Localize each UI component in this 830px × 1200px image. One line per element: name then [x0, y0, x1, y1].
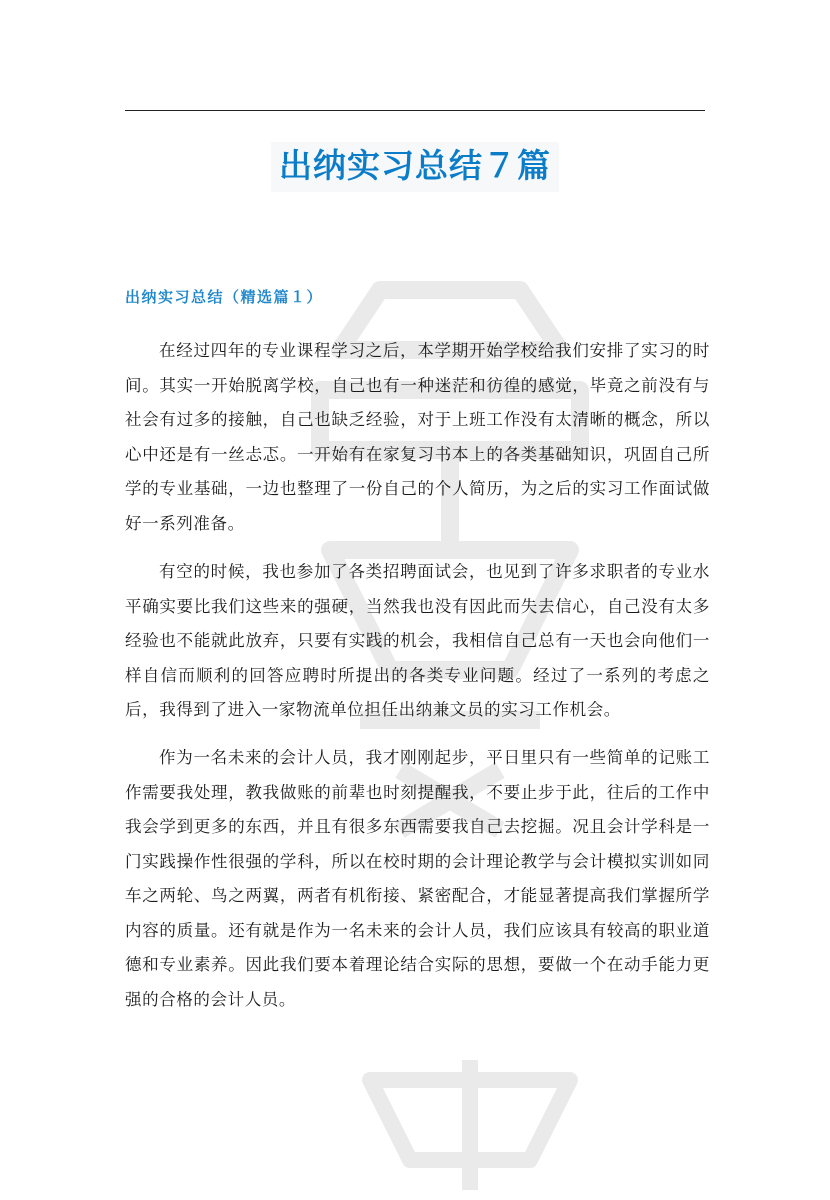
body-paragraph-2: 有空的时候，我也参加了各类招聘面试会，也见到了许多求职者的专业水平确实要比我们这些来的强硬，当然我也没有因此而失去信心，自己没有太多经验也不能就此放弃，只要有实践的机会，我相信自己总有一天也会向他们一样自信而顺利的回答应聘时所提出的各类专业问题。经过了一系列的考虑之后，我得到了进入一家物流单位担任出纳兼文员的实习工作机会。	[125, 562, 710, 719]
header-rule	[125, 110, 705, 111]
section-heading: 出纳实习总结（精选篇１）	[125, 288, 324, 306]
body-paragraph-1: 在经过四年的专业课程学习之后，本学期开始学校给我们安排了实习的时间。其实一开始脱离学校，自己也有一种迷茫和彷徨的感觉，毕竟之前没有与社会有过多的接触，自己也缺乏经验，对于上班工作没有太清晰的概念，所以心中还是有一丝忐忑。一开始有在家复习书本上的各类基础知识，巩固自己所学的专业基础，一边也整理了一份自己的个人简历，为之后的实习工作面试做好一系列准备。	[125, 341, 710, 533]
title-container	[125, 132, 705, 202]
document-title: 出纳实习总结７篇	[271, 142, 559, 192]
body-paragraph-3: 作为一名未来的会计人员，我才刚刚起步，平日里只有一些简单的记账工作需要我处理，教我做账的前辈也时刻提醒我，不要止步于此，往后的工作中我会学到更多的东西，并且有很多东西需要我自己去挖掘。况且会计学科是一门实践操作性很强的学科，所以在校时期的会计理论教学与会计模拟实训如同车之两轮、鸟之两翼，两者有机衔接、紧密配合，才能显著提高我们掌握所学内容的质量。还有就是作为一名未来的会计人员，我们应该具有较高的职业道德和专业素养。因此我们要本着理论结合实际的思想，要做一个在动手能力更强的合格的会计人员。	[125, 748, 710, 1009]
watermark-fragment-icon	[330, 1040, 610, 1200]
